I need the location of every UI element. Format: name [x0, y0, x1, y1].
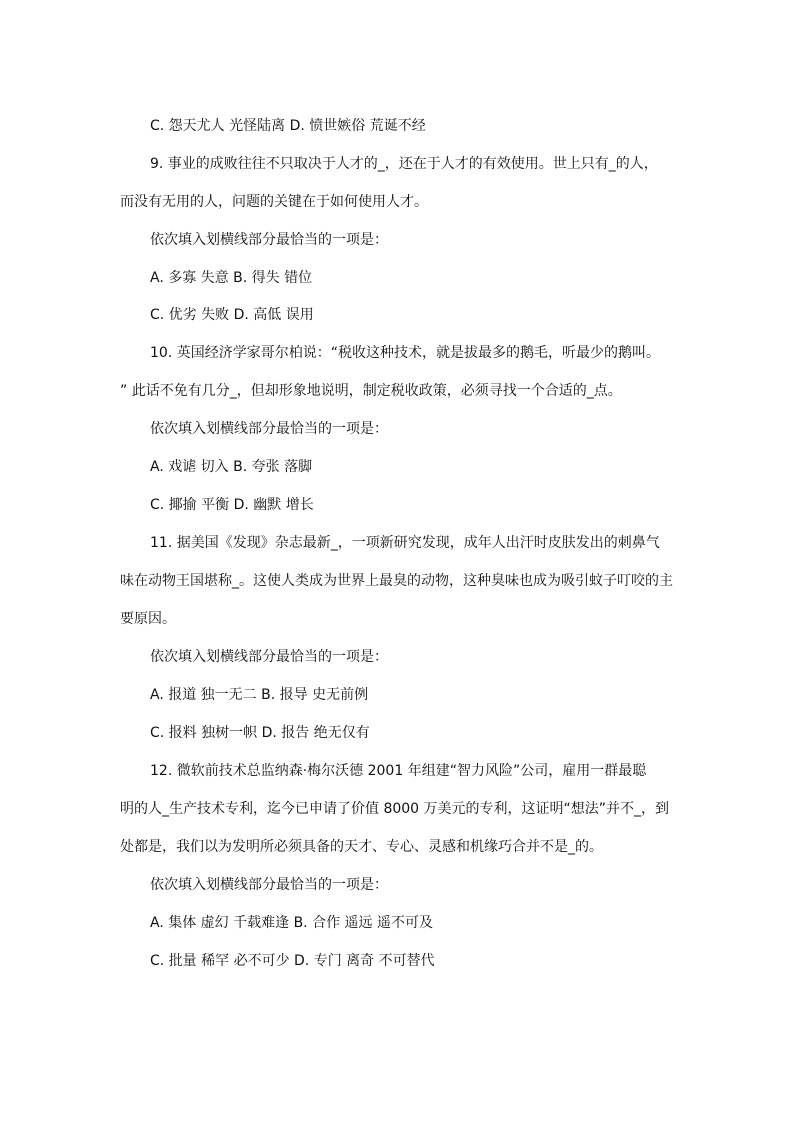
option-line: C. 报料 独树一帜 D. 报告 绝无仅有	[150, 725, 370, 741]
instruction-line: 依次填入划横线部分最恰当的一项是：	[150, 649, 388, 665]
option-line: A. 集体 虚幻 千载难逢 B. 合作 遥远 遥不可及	[150, 915, 433, 931]
question-9-text: 9. 事业的成败往往不只取决于人才的_，还在于人才的有效使用。世上只有_的人，	[150, 156, 658, 172]
option-line: C. 批量 稀罕 必不可少 D. 专门 离奇 不可替代	[150, 953, 435, 969]
option-line: C. 揶揄 平衡 D. 幽默 增长	[150, 497, 314, 513]
question-9-text-cont: 而没有无用的人，问题的关键在于如何使用人才。	[120, 194, 428, 210]
option-line: A. 报道 独一无二 B. 报导 史无前例	[150, 687, 369, 703]
question-10-text: 10. 英国经济学家哥尔柏说：“税收这种技术，就是拔最多的鹅毛，听最少的鹅叫。	[150, 345, 660, 361]
question-11-text-cont: 味在动物王国堪称_。这使人类成为世界上最臭的动物，这种臭味也成为吸引蚊子叮咬的主	[120, 573, 673, 589]
option-line: A. 戏谑 切入 B. 夸张 落脚	[150, 459, 313, 475]
instruction-line: 依次填入划横线部分最恰当的一项是：	[150, 421, 388, 437]
question-12-text-cont: 明的人_生产技术专利，迄今已申请了价值 8000 万美元的专利，这证明“想法”并不_，到	[120, 801, 670, 817]
option-line: C. 怨天尤人 光怪陆离 D. 愤世嫉俗 荒诞不经	[150, 118, 426, 134]
question-12-text-cont: 处都是，我们以为发明所必须具备的天才、专心、灵感和机缘巧合并不是_的。	[120, 839, 603, 855]
instruction-line: 依次填入划横线部分最恰当的一项是：	[150, 877, 388, 893]
question-10-text-cont: ” 此话不免有几分_，但却形象地说明，制定税收政策，必须寻找一个合适的_点。	[120, 383, 622, 399]
question-11-text-cont: 要原因。	[120, 611, 176, 627]
option-line: A. 多寡 失意 B. 得失 错位	[150, 270, 313, 286]
question-12-text: 12. 微软前技术总监纳森·梅尔沃德 2001 年组建“智力风险”公司，雇用一群最聪	[150, 763, 647, 779]
option-line: C. 优劣 失败 D. 高低 误用	[150, 307, 314, 323]
instruction-line: 依次填入划横线部分最恰当的一项是：	[150, 232, 388, 248]
question-11-text: 11. 据美国《发现》杂志最新_，一项新研究发现，成年人出汗时皮肤发出的刺鼻气	[150, 535, 660, 551]
